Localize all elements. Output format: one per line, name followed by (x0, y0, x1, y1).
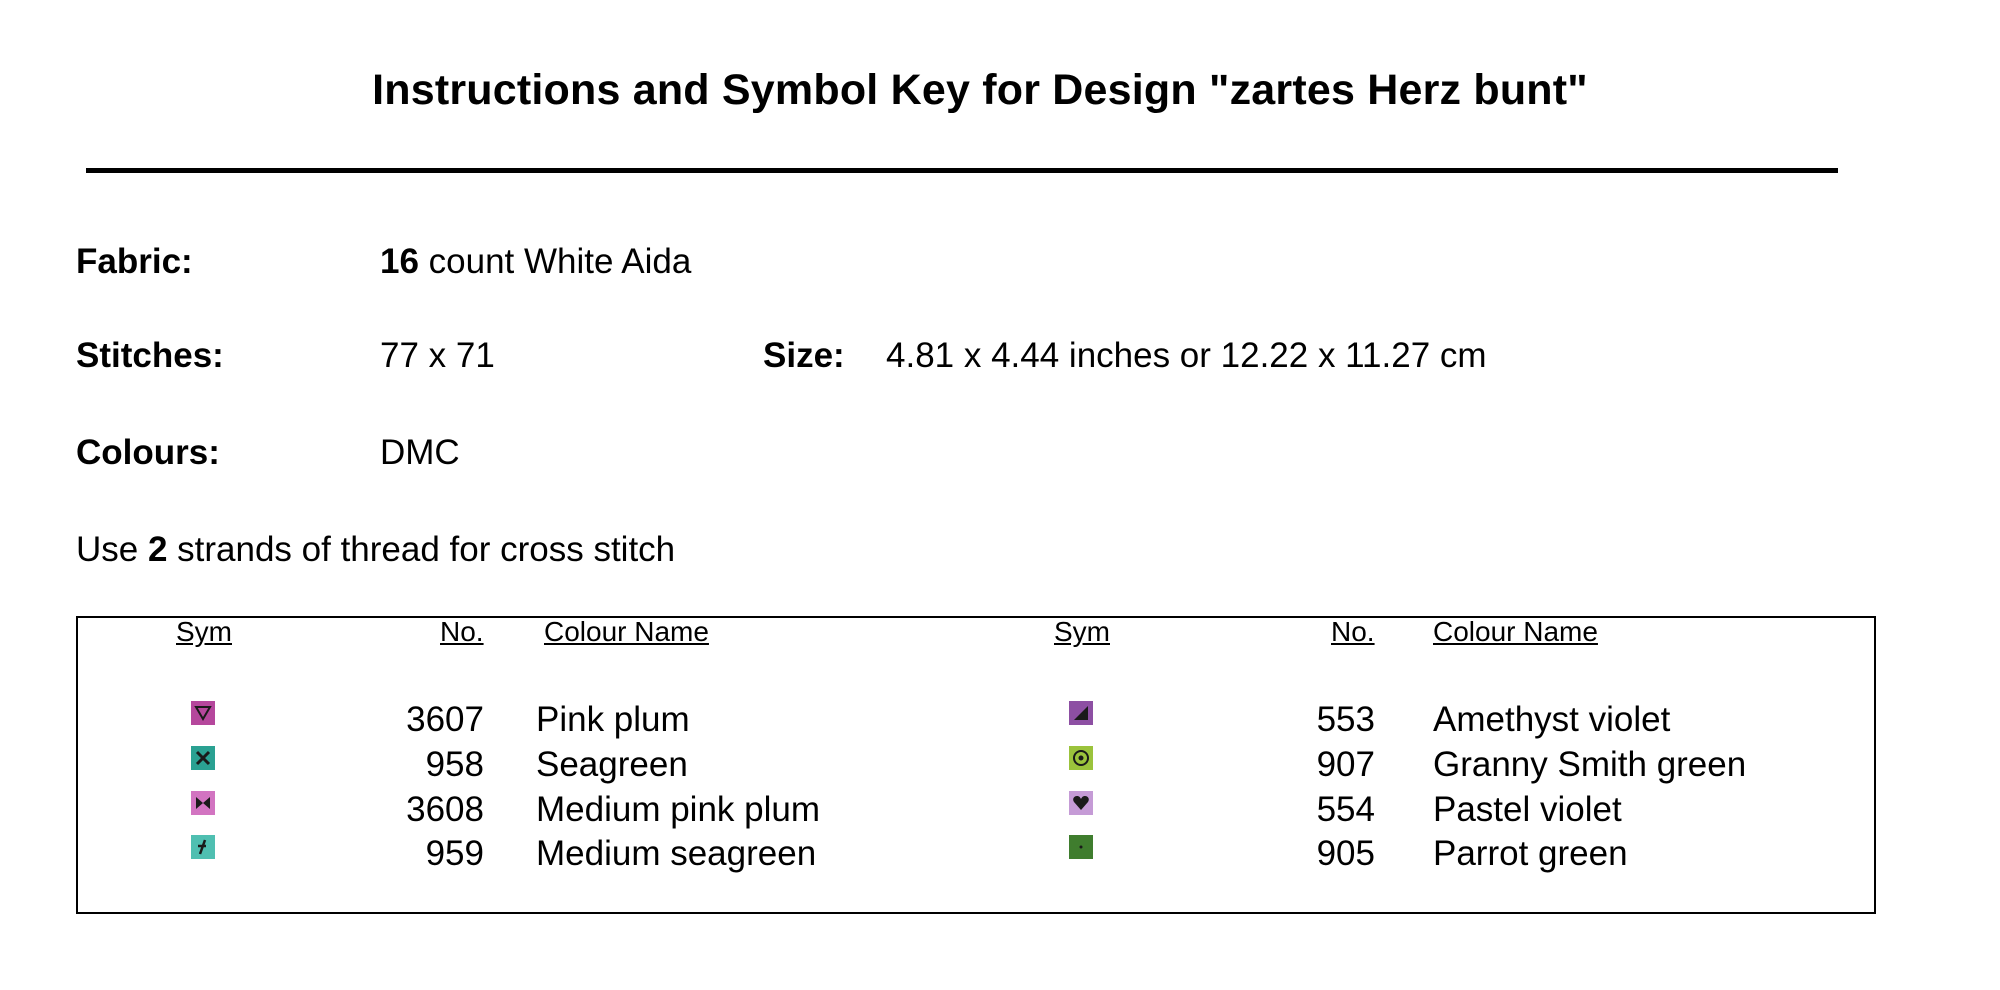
colours-label: Colours: (76, 433, 220, 472)
bowtie-icon (191, 791, 215, 815)
header-colour-name-left: Colour Name (544, 616, 709, 647)
dmc-number: 959 (425, 834, 484, 873)
target-icon (1069, 746, 1093, 770)
size-value: 4.81 x 4.44 inches or 12.22 x 11.27 cm (886, 336, 1487, 375)
header-colour-name-right: Colour Name (1433, 616, 1598, 647)
header-no-left: No. (440, 616, 484, 647)
colour-name: Parrot green (1433, 834, 1628, 873)
dmc-number: 907 (1316, 745, 1375, 784)
triangle-down-icon (191, 701, 215, 725)
fabric-label: Fabric: (76, 242, 193, 281)
colour-name: Amethyst violet (1433, 700, 1671, 739)
dot-icon (1069, 835, 1093, 859)
stitches-label: Stitches: (76, 336, 224, 375)
strands-count: 2 (147, 530, 168, 569)
fabric-text: count White Aida (418, 242, 692, 281)
dmc-number: 3607 (406, 700, 484, 739)
stitches-value: 77 x 71 (380, 336, 495, 375)
colour-name: Pink plum (536, 700, 690, 739)
corner-triangle-icon (1069, 701, 1093, 725)
header-sym-right: Sym (1054, 616, 1110, 647)
slash-icon (191, 835, 215, 859)
colour-name: Seagreen (536, 745, 688, 784)
fabric-value (380, 242, 691, 282)
colours-value: DMC (380, 433, 460, 472)
colour-name: Pastel violet (1433, 790, 1622, 829)
heart-icon (1069, 791, 1093, 815)
page-title: Instructions and Symbol Key for Design "zartes Herz bunt" (372, 66, 1588, 114)
instruction-post: strands of thread for cross stitch (167, 530, 676, 569)
dmc-number: 553 (1316, 700, 1375, 739)
size-label: Size: (763, 336, 845, 375)
colour-name: Medium pink plum (536, 790, 820, 829)
dmc-number: 3608 (406, 790, 484, 829)
strands-instruction (76, 530, 675, 570)
title-divider (86, 168, 1838, 173)
dmc-number: 554 (1316, 790, 1375, 829)
instruction-pre: Use (76, 530, 148, 569)
header-sym-left: Sym (176, 616, 232, 647)
dmc-number: 958 (425, 745, 484, 784)
cross-icon (191, 746, 215, 770)
colour-name: Medium seagreen (536, 834, 817, 873)
colour-name: Granny Smith green (1433, 745, 1747, 784)
dmc-number: 905 (1316, 834, 1375, 873)
header-no-right: No. (1331, 616, 1375, 647)
fabric-count: 16 (380, 242, 419, 281)
